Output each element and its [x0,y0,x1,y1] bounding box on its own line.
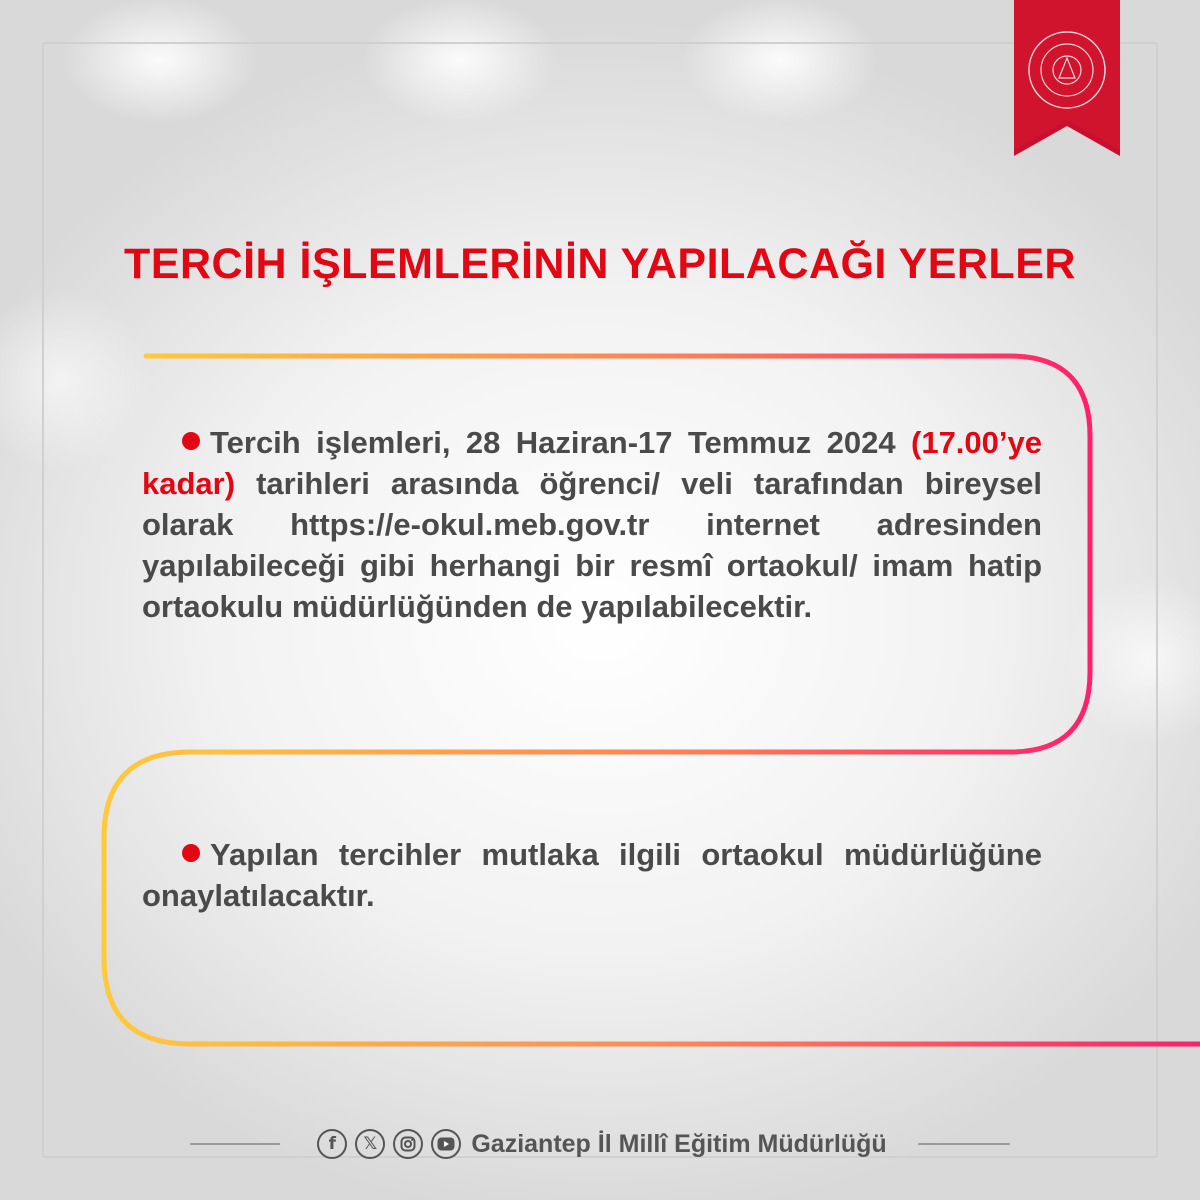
paragraph-onay [142,834,1042,916]
paragraph1-part1: Tercih işlemleri, 28 Haziran-17 Temmuz 2024 [210,425,911,460]
youtube-icon[interactable] [431,1129,461,1159]
facebook-icon[interactable]: f [317,1129,347,1159]
logo-ribbon [1014,0,1120,156]
paragraph1-part2: tarihleri arasında öğrenci/ veli tarafından bireysel olarak https://e-okul.meb.gov.tr internet adresinden yapılabileceği gibi herhangi bir resmî ortaokul/ imam hatip ortaokulu müdürlüğünden de yapılabilecektir. [142,466,1042,624]
footer-brand: Gaziantep İl Millî Eğitim Müdürlüğü [471,1129,887,1158]
paragraph2-text: Yapılan tercihler mutlaka ilgili ortaokul müdürlüğüne onaylatılacaktır. [142,837,1042,913]
footer-bar [0,1124,1200,1164]
bullet-dot [182,432,200,450]
instagram-icon[interactable] [393,1129,423,1159]
bullet-dot [182,844,200,862]
paragraph-tercih-islemleri [142,422,1042,627]
page-title: TERCİH İŞLEMLERİNİN YAPILACAĞI YERLER [124,240,1076,288]
paragraph1-highlight: (17.00’ye kadar) [142,425,1042,501]
x-icon[interactable]: 𝕏 [355,1129,385,1159]
social-icons [317,1129,461,1159]
